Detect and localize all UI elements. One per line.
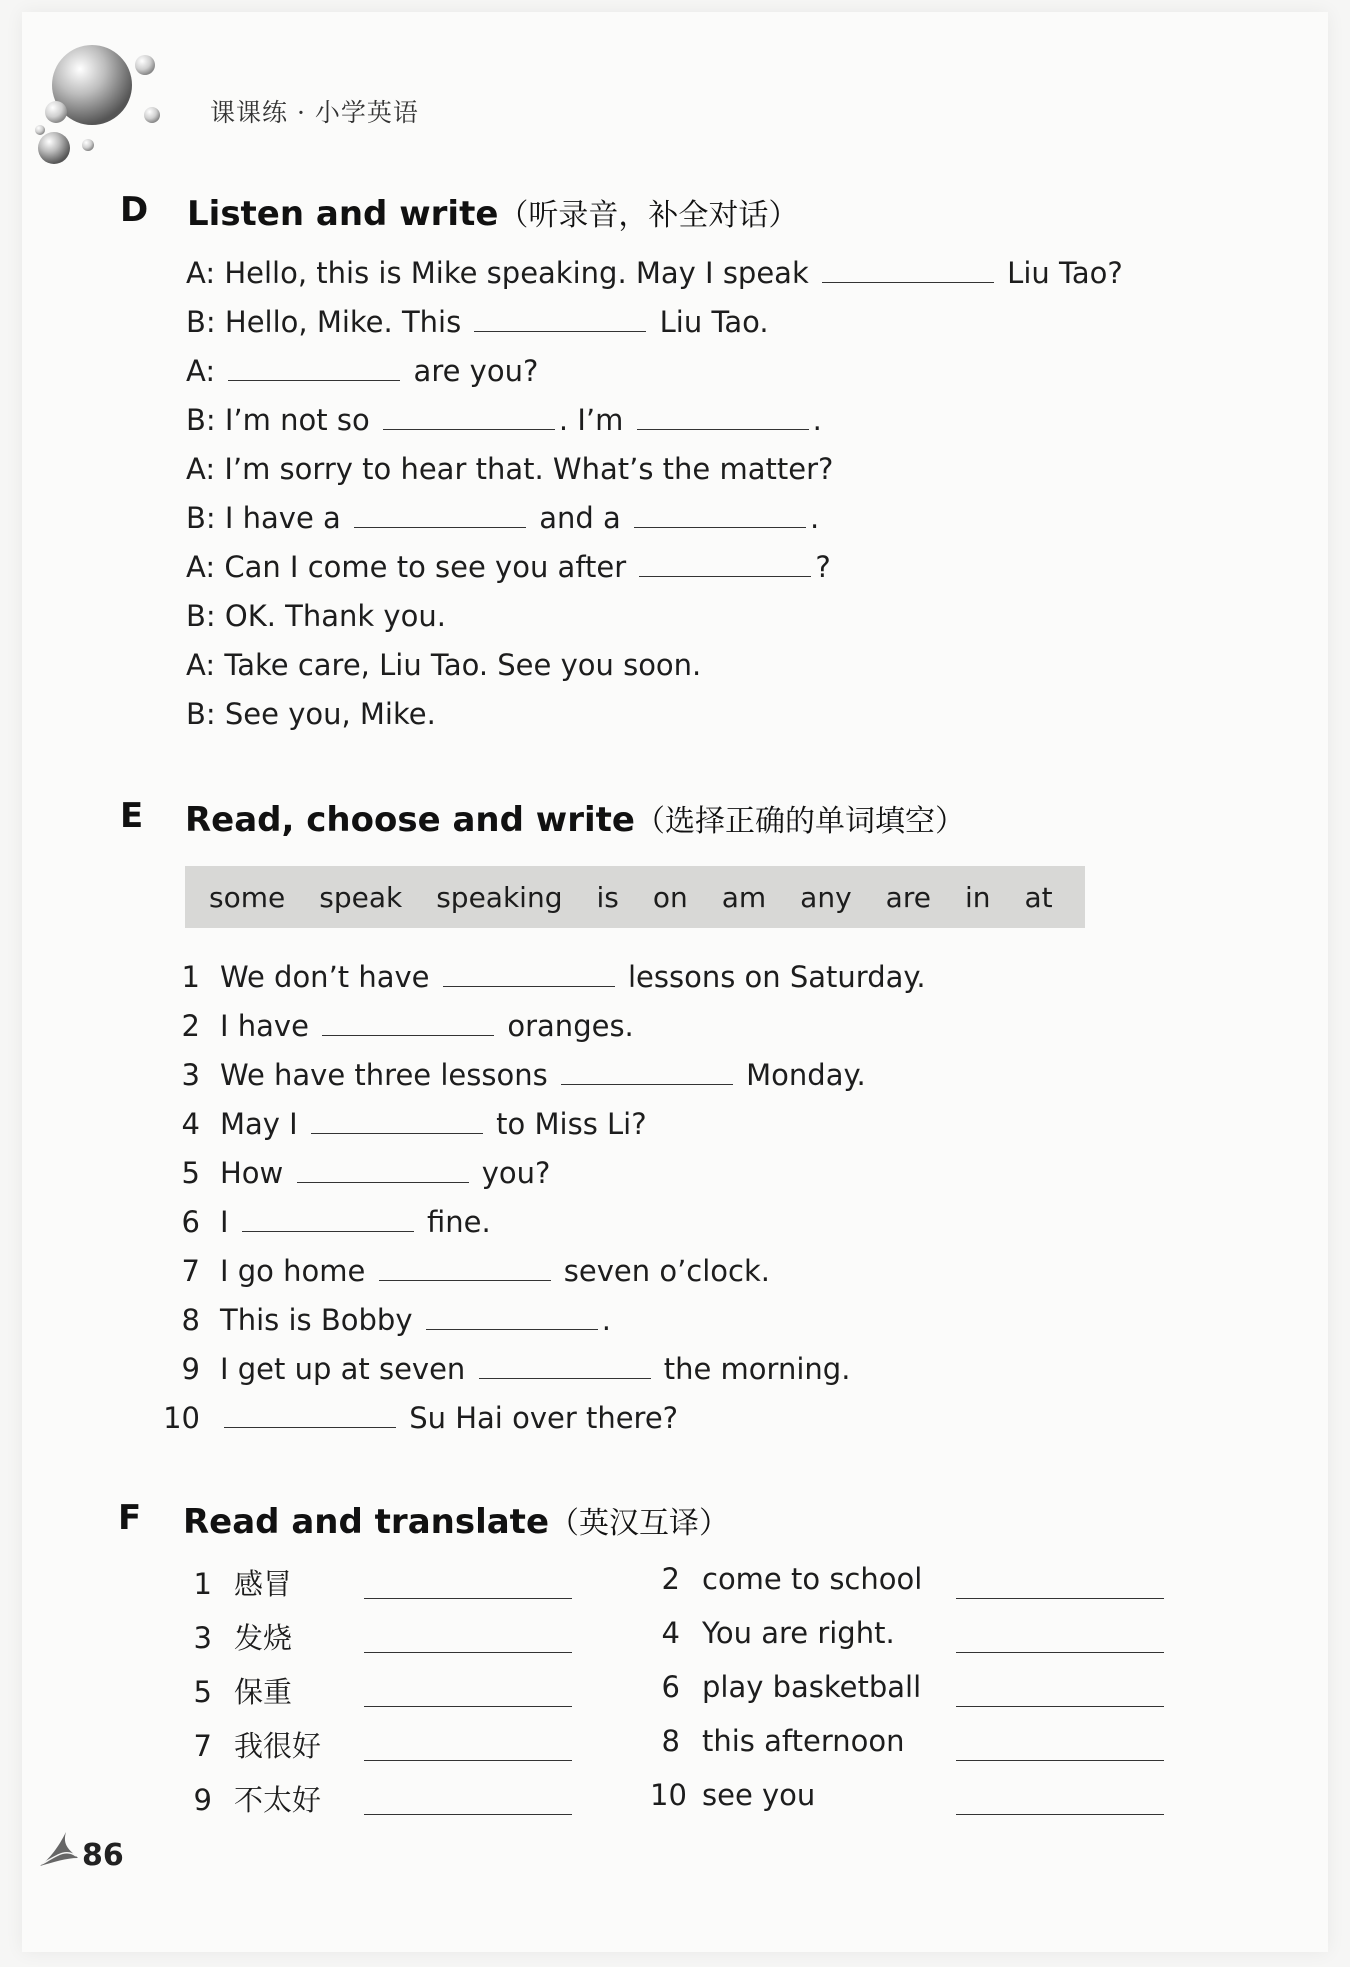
section-d-title-zh: （听录音，补全对话） — [498, 198, 799, 233]
section-d-title — [187, 190, 798, 234]
exercise-item-text: May I — [220, 1107, 307, 1141]
dialogue-line-text: B: I have a — [186, 501, 351, 535]
dialogue-line — [186, 599, 446, 633]
answer-blank[interactable] — [443, 960, 615, 987]
dialogue-line-text: are you? — [404, 354, 539, 388]
item-number: 5 — [193, 1675, 212, 1709]
answer-blank[interactable] — [364, 1760, 572, 1761]
translate-item-right — [650, 1778, 815, 1812]
translate-item-left — [182, 1778, 321, 1819]
translate-item-right — [650, 1616, 895, 1650]
dialogue-line — [186, 403, 822, 437]
dialogue-line-text: B: OK. Thank you. — [186, 599, 446, 633]
exercise-item — [162, 1401, 678, 1435]
item-number: 7 — [193, 1729, 212, 1763]
item-number: 4 — [181, 1107, 200, 1141]
answer-blank[interactable] — [228, 354, 400, 381]
word-bank-item: is — [596, 880, 619, 914]
translate-prompt: 我很好 — [234, 1729, 322, 1763]
exercise-item-text: We don’t have — [220, 960, 439, 994]
exercise-item-text: . — [601, 1303, 611, 1337]
item-number: 5 — [181, 1156, 200, 1190]
answer-blank[interactable] — [637, 403, 809, 430]
answer-blank[interactable] — [426, 1303, 598, 1330]
dialogue-line-text: B: Hello, Mike. This — [186, 305, 471, 339]
section-e-title — [185, 796, 965, 840]
answer-blank[interactable] — [822, 256, 994, 283]
exercise-item-text: I go home — [220, 1254, 375, 1288]
word-bank-item: on — [652, 880, 688, 914]
exercise-item-text: I get up at seven — [220, 1352, 475, 1386]
answer-blank[interactable] — [242, 1205, 414, 1232]
translate-prompt: 发烧 — [234, 1621, 293, 1655]
translate-item-right — [650, 1724, 904, 1758]
exercise-item-text: you? — [472, 1156, 551, 1190]
exercise-item — [162, 960, 926, 994]
section-e-title-en: Read, choose and write — [185, 800, 635, 840]
section-f-title-zh: （英汉互译） — [549, 1506, 729, 1541]
dialogue-line-text: B: I’m not so — [186, 403, 379, 437]
answer-blank[interactable] — [297, 1156, 469, 1183]
word-bank — [185, 866, 1085, 928]
exercise-item-text: the morning. — [654, 1352, 851, 1386]
exercise-item-text: I have — [220, 1009, 319, 1043]
word-bank-item: some — [209, 880, 286, 914]
section-f-letter: F — [118, 1498, 142, 1538]
dialogue-line — [186, 550, 831, 584]
answer-blank[interactable] — [479, 1352, 651, 1379]
answer-blank[interactable] — [474, 305, 646, 332]
answer-blank[interactable] — [956, 1706, 1164, 1707]
exercise-item — [162, 1107, 647, 1141]
exercise-item-text: oranges. — [498, 1009, 634, 1043]
dialogue-line — [186, 648, 701, 682]
dialogue-line-text: A: — [186, 354, 225, 388]
dialogue-line-text: A: I’m sorry to hear that. What’s the matter? — [186, 452, 834, 486]
answer-blank[interactable] — [956, 1760, 1164, 1761]
exercise-item-text: I — [220, 1205, 238, 1239]
bubbles-logo-icon — [30, 40, 180, 170]
exercise-item — [162, 1205, 491, 1239]
translate-item-left — [182, 1562, 292, 1603]
translate-prompt: play basketball — [702, 1670, 922, 1704]
exercise-item-text: We have three lessons — [220, 1058, 557, 1092]
item-number: 9 — [181, 1352, 200, 1386]
answer-blank[interactable] — [311, 1107, 483, 1134]
section-f-title-en: Read and translate — [183, 1502, 549, 1542]
translate-prompt: 不太好 — [234, 1783, 322, 1817]
section-e-title-zh: （选择正确的单词填空） — [634, 804, 965, 839]
section-d-title-en: Listen and write — [187, 194, 499, 234]
answer-blank[interactable] — [364, 1706, 572, 1707]
item-number: 6 — [661, 1670, 680, 1704]
exercise-item — [162, 1254, 770, 1288]
dialogue-line — [186, 305, 769, 339]
answer-blank[interactable] — [379, 1254, 551, 1281]
dialogue-line-text: . — [812, 403, 822, 437]
exercise-item — [162, 1009, 634, 1043]
translate-prompt: see you — [702, 1778, 816, 1812]
translate-prompt: You are right. — [702, 1616, 895, 1650]
answer-blank[interactable] — [364, 1814, 572, 1815]
exercise-item-text: Su Hai over there? — [400, 1401, 679, 1435]
item-number: 9 — [193, 1783, 212, 1817]
answer-blank[interactable] — [364, 1598, 572, 1599]
exercise-item-text: fine. — [417, 1205, 491, 1239]
word-bank-item: speaking — [436, 880, 563, 914]
translate-item-right — [650, 1562, 922, 1596]
dialogue-line-text: and a — [530, 501, 631, 535]
item-number: 1 — [181, 960, 200, 994]
answer-blank[interactable] — [322, 1009, 494, 1036]
dialogue-line — [186, 697, 436, 731]
answer-blank[interactable] — [383, 403, 555, 430]
leaf-icon — [36, 1828, 82, 1870]
translate-prompt: this afternoon — [702, 1724, 905, 1758]
item-number: 10 — [163, 1401, 200, 1435]
item-number: 8 — [181, 1303, 200, 1337]
answer-blank[interactable] — [364, 1652, 572, 1653]
dialogue-line — [186, 354, 538, 388]
dialogue-line-text: A: Hello, this is Mike speaking. May I speak — [186, 256, 818, 290]
dialogue-line-text: . I’m — [558, 403, 633, 437]
exercise-item — [162, 1352, 850, 1386]
word-bank-item: at — [1024, 880, 1053, 914]
section-f-title — [183, 1498, 729, 1542]
answer-blank[interactable] — [354, 501, 526, 528]
book-title: 课课练 · 小学英语 — [210, 98, 419, 127]
word-bank-item: am — [721, 880, 767, 914]
dialogue-line — [186, 256, 1123, 290]
answer-blank[interactable] — [956, 1598, 1164, 1599]
page-number: 86 — [82, 1838, 124, 1873]
translate-prompt: 感冒 — [234, 1567, 293, 1601]
item-number: 2 — [661, 1562, 680, 1596]
item-number: 3 — [193, 1621, 212, 1655]
answer-blank[interactable] — [561, 1058, 733, 1085]
item-number: 1 — [193, 1567, 212, 1601]
word-bank-item: speak — [319, 880, 403, 914]
item-number: 10 — [650, 1778, 687, 1812]
dialogue-line-text: Liu Tao? — [997, 256, 1123, 290]
exercise-item — [162, 1058, 866, 1092]
dialogue-line — [186, 452, 833, 486]
dialogue-line — [186, 501, 819, 535]
answer-blank[interactable] — [639, 550, 811, 577]
section-d-letter: D — [120, 190, 149, 230]
translate-item-left — [182, 1616, 292, 1657]
item-number: 2 — [181, 1009, 200, 1043]
item-number: 3 — [181, 1058, 200, 1092]
exercise-item — [162, 1156, 550, 1190]
word-bank-item: in — [964, 880, 991, 914]
item-number: 8 — [661, 1724, 680, 1758]
item-number: 6 — [181, 1205, 200, 1239]
dialogue-line-text: B: See you, Mike. — [186, 697, 436, 731]
item-number: 4 — [661, 1616, 680, 1650]
word-bank-item: are — [885, 880, 931, 914]
exercise-item — [162, 1303, 611, 1337]
answer-blank[interactable] — [956, 1652, 1164, 1653]
exercise-item-text: seven o’clock. — [554, 1254, 771, 1288]
section-e-letter: E — [120, 796, 144, 836]
dialogue-line-text: ? — [815, 550, 831, 584]
answer-blank[interactable] — [634, 501, 806, 528]
translate-item-left — [182, 1670, 292, 1711]
answer-blank[interactable] — [956, 1814, 1164, 1815]
translate-item-right — [650, 1670, 921, 1704]
exercise-item-text: How — [220, 1156, 293, 1190]
word-bank-item: any — [800, 880, 852, 914]
dialogue-line-text: Liu Tao. — [650, 305, 769, 339]
dialogue-line-text: A: Can I come to see you after — [186, 550, 636, 584]
dialogue-line-text: A: Take care, Liu Tao. See you soon. — [186, 648, 702, 682]
translate-prompt: 保重 — [234, 1675, 293, 1709]
dialogue-line-text: . — [810, 501, 820, 535]
exercise-item-text: Monday. — [736, 1058, 866, 1092]
translate-item-left — [182, 1724, 321, 1765]
exercise-item-text: lessons on Saturday. — [618, 960, 926, 994]
item-number: 7 — [181, 1254, 200, 1288]
exercise-item-text: to Miss Li? — [486, 1107, 647, 1141]
answer-blank[interactable] — [224, 1401, 396, 1428]
exercise-item-text: This is Bobby — [220, 1303, 422, 1337]
translate-prompt: come to school — [702, 1562, 923, 1596]
